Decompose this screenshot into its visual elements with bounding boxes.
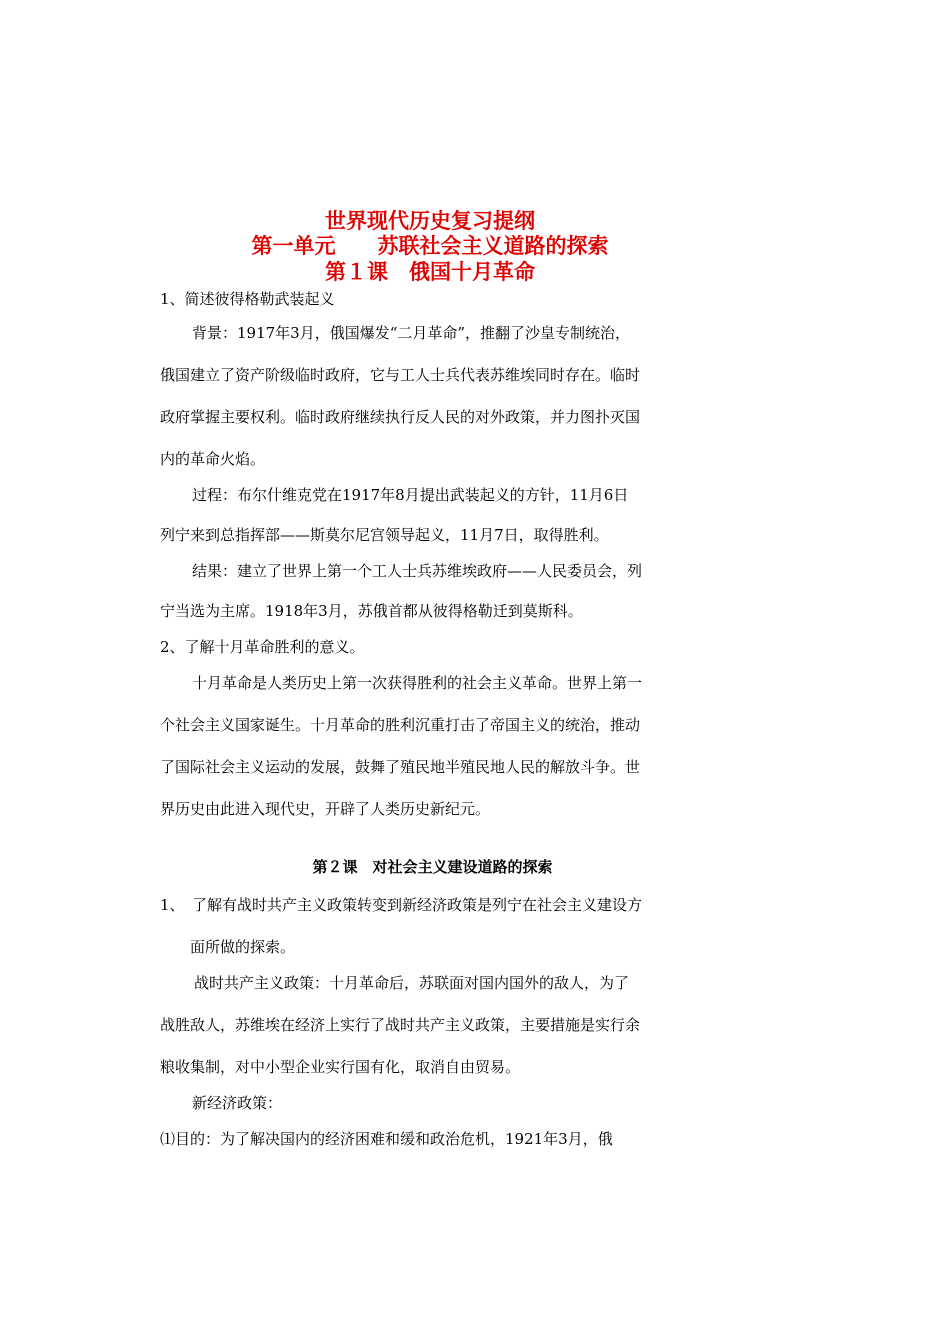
meaning-line: 个社会主义国家诞生。十月革命的胜利沉重打击了帝国主义的统治，推动 (160, 716, 641, 734)
result-line: 宁当选为主席。1918年3月，苏俄首都从彼得格勒迁到莫斯科。 (160, 602, 583, 620)
nep-purpose-line: ⑴目的：为了解决国内的经济困难和缓和政治危机，1921年3月，俄 (160, 1130, 613, 1148)
meaning-line: 界历史由此进入现代史，开辟了人类历史新纪元。 (160, 800, 491, 818)
war-communism-line: 战胜敌人，苏维埃在经济上实行了战时共产主义政策，主要措施是实行余 (160, 1016, 641, 1034)
unit-title: 第一单元 苏联社会主义道路的探索 (251, 233, 609, 258)
lesson2-title: 第２课 对社会主义建设道路的探索 (312, 858, 553, 876)
meaning-line: 了国际社会主义运动的发展，鼓舞了殖民地半殖民地人民的解放斗争。世 (160, 758, 641, 776)
lesson2-question-1-cont: 面所做的探索。 (190, 938, 296, 956)
nep-label: 新经济政策： (192, 1094, 283, 1112)
lesson2-question-1: 1、 了解有战时共产主义政策转变到新经济政策是列宁在社会主义建设方 (160, 896, 643, 914)
process-line: 列宁来到总指挥部——斯莫尔尼宫领导起义，11月7日，取得胜利。 (160, 526, 609, 544)
background-line: 俄国建立了资产阶级临时政府，它与工人士兵代表苏维埃同时存在。临时 (160, 366, 641, 384)
main-title: 世界现代历史复习提纲 (325, 208, 535, 233)
lesson1-question-1: 1、简述彼得格勒武装起义 (160, 290, 335, 308)
background-line: 政府掌握主要权利。临时政府继续执行反人民的对外政策，并力图扑灭国 (160, 408, 641, 426)
result-line: 结果：建立了世界上第一个工人士兵苏维埃政府——人民委员会，列 (192, 562, 643, 580)
meaning-line: 十月革命是人类历史上第一次获得胜利的社会主义革命。世界上第一 (192, 674, 643, 692)
war-communism-line: 粮收集制，对中小型企业实行国有化，取消自由贸易。 (160, 1058, 521, 1076)
background-line: 背景：1917年3月，俄国爆发“二月革命”，推翻了沙皇专制统治， (192, 324, 631, 342)
background-line: 内的革命火焰。 (160, 450, 266, 468)
lesson1-question-2: 2、了解十月革命胜利的意义。 (160, 638, 365, 656)
war-communism-line: 战时共产主义政策：十月革命后，苏联面对国内国外的敌人，为了 (194, 974, 630, 992)
lesson1-title: 第１课 俄国十月革命 (325, 259, 535, 284)
process-line: 过程：布尔什维克党在1917年8月提出武装起义的方针，11月6日 (192, 486, 629, 504)
